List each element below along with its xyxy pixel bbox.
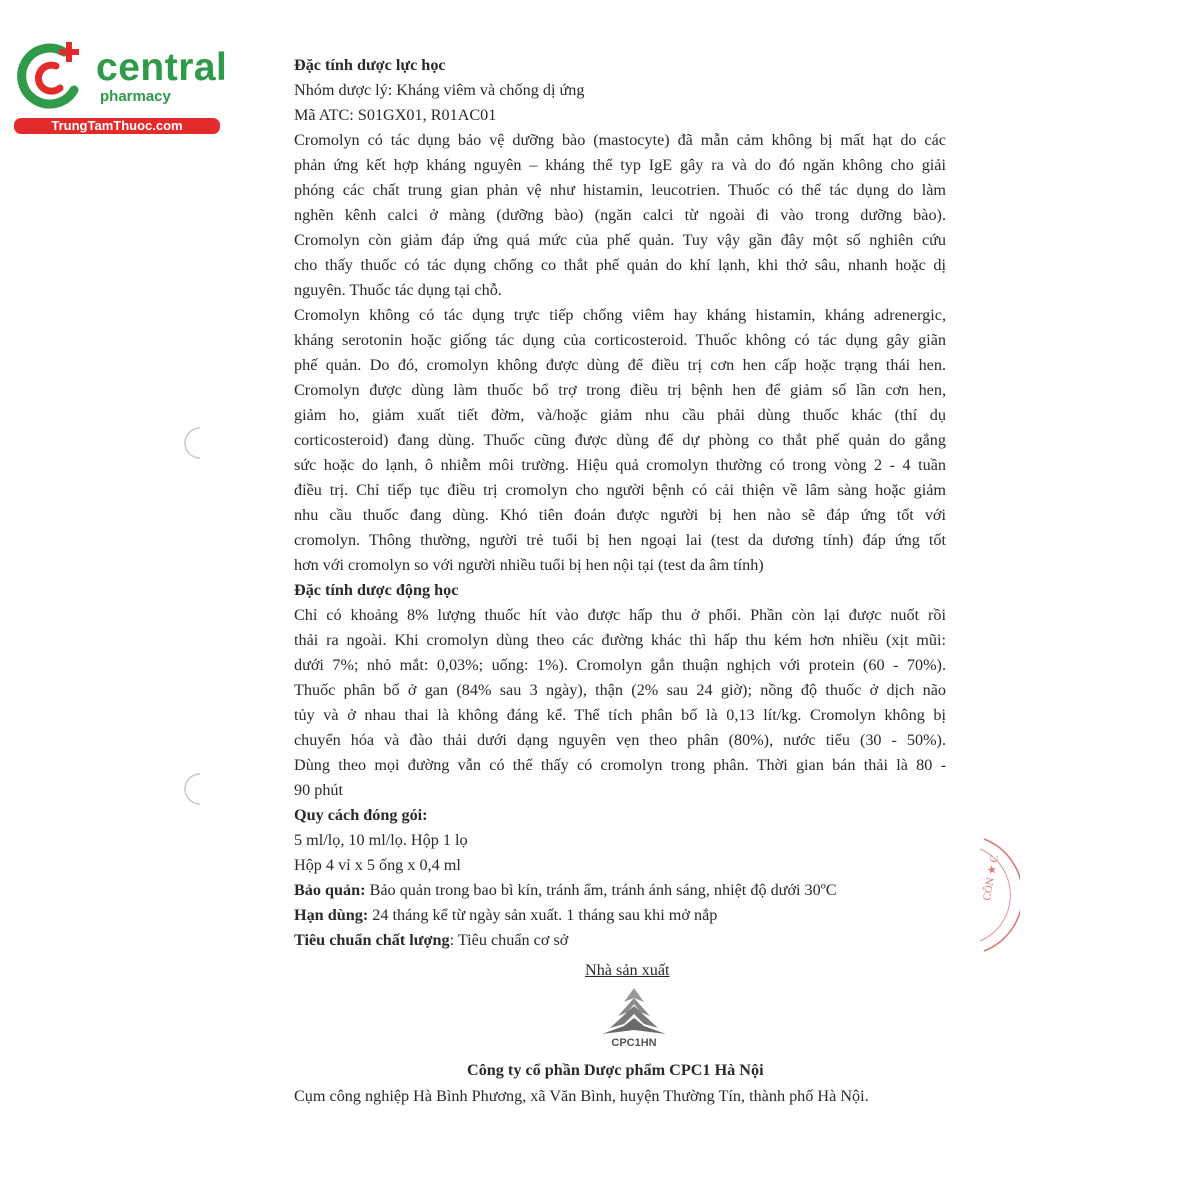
logo-website: TrungTamThuoc.com	[14, 118, 220, 134]
manufacturer-heading: Nhà sản xuất	[585, 961, 670, 979]
company-address: Cụm công nghiệp Hà Bình Phương, xã Văn Bình, huyện Thường Tín, thành phố Hà Nội.	[294, 1087, 869, 1105]
document-lines	[294, 53, 946, 878]
logo-brand-name: central	[96, 46, 228, 89]
text-line: chuyển hóa và đào thải dưới dạng nguyên vẹn theo phân (80%), nước tiểu (30 - 50%).	[294, 731, 946, 749]
text-line: phóng các chất trung gian phản vệ như histamin, leucotrien. Thuốc có thể tác dụng do làm	[294, 181, 946, 199]
field-label: Bảo quản:	[294, 881, 366, 899]
text-line: nguyên. Thuốc tác dụng tại chỗ.	[294, 281, 502, 299]
field-value: : Tiêu chuẩn cơ sở	[449, 931, 569, 949]
text-line: 90 phút	[294, 781, 344, 799]
text-line: sức hoặc do lạnh, ô nhiễm môi trường. Hiệu quả cromolyn thường có trong vòng 2 - 4 tuần	[294, 456, 946, 474]
text-line: thải ra ngoài. Khi cromolyn dùng theo các đường khác thì hấp thu kém hơn nhiều (xịt mũi:	[294, 631, 946, 649]
text-line: Dùng theo mọi đường vẫn có thể thấy có cromolyn trong phân. Thời gian bán thải là 80 -	[294, 756, 946, 774]
text-line: cho thấy thuốc có tác dụng chống co thắt phế quản do khí lạnh, khi thở sâu, nhanh hoặc dị	[294, 256, 946, 274]
field-label: Tiêu chuẩn chất lượng	[294, 931, 450, 949]
text-line: Chỉ có khoảng 8% lượng thuốc hít vào được hấp thu ở phổi. Phần còn lại được nuốt rồi	[294, 606, 946, 624]
field-value: 24 tháng kể từ ngày sản xuất. 1 tháng sau khi mở nắp	[368, 906, 718, 924]
text-line: hơn với cromolyn so với người nhiều tuổi bị hen nội tại (test da âm tính)	[294, 556, 764, 574]
text-line: phế quản. Do đó, cromolyn không được dùng để điều trị cơn hen cấp hoặc trạng thái hen.	[294, 356, 946, 374]
text-line: nghẽn kênh calci ở màng (dưỡng bào) (ngăn calci từ ngoài đi vào trong dưỡng bào).	[294, 206, 946, 224]
text-line: Cromolyn không có tác dụng trực tiếp chống viêm hay kháng histamin, kháng adrenergic,	[294, 306, 946, 324]
text-line: Mã ATC: S01GX01, R01AC01	[294, 106, 497, 124]
section-heading: Đặc tính dược lực học	[294, 56, 446, 74]
text-line: giảm ho, giảm xuất tiết đờm, và/hoặc giảm nhu cầu phải dùng thuốc khác (thí dụ	[294, 406, 946, 424]
text-line: phản ứng kết hợp kháng nguyên – kháng thể typ IgE gây ra và do đó ngăn không cho giải	[294, 156, 946, 174]
text-line: cromolyn. Thông thường, người trẻ tuổi bị hen ngoại lai (test da dương tính) đáp ứng tốt	[294, 531, 946, 549]
text-line: Nhóm dược lý: Kháng viêm và chống dị ứng	[294, 81, 585, 99]
company-name: Công ty cổ phần Dược phẩm CPC1 Hà Nội	[467, 1061, 764, 1079]
labeled-field-storage	[294, 878, 946, 903]
text-line: dưới 7%; nhỏ mắt: 0,03%; uống: 1%). Cromolyn gắn thuận nghịch với protein (60 - 70%).	[294, 656, 946, 674]
pharmacy-ring-icon	[10, 38, 90, 118]
red-stamp-partial	[970, 835, 1020, 955]
text-line: Cromolyn còn giảm đáp ứng quá mức của phế quản. Tuy vậy gần đây một số nghiên cứu	[294, 231, 946, 249]
section-heading: Đặc tính dược động học	[294, 581, 459, 599]
cpc1hn-logo	[598, 986, 670, 1048]
text-line: Cromolyn có tác dụng bảo vệ dưỡng bào (mastocyte) đã mẫn cảm không bị mất hạt do các	[294, 131, 946, 149]
text-line: Hộp 4 vỉ x 5 ống x 0,4 ml	[294, 856, 461, 874]
field-label: Hạn dùng:	[294, 906, 369, 924]
cpc1hn-logo-text: CPC1HN	[611, 1037, 657, 1048]
text-line: Cromolyn được dùng làm thuốc bổ trợ trong điều trị bệnh hen để giảm số lần cơn hen,	[294, 381, 946, 399]
text-line: corticosteroid) đang dùng. Thuốc cũng được dùng để dự phòng co thắt phế quản do gắng	[294, 431, 946, 449]
field-value: Bảo quản trong bao bì kín, tránh ẩm, tránh ánh sáng, nhiệt độ dưới 30ºC	[365, 881, 837, 899]
scan-hole-mark	[184, 426, 204, 460]
scan-hole-mark	[184, 772, 204, 806]
text-line: kháng serotonin hoặc giống tác dụng của corticosteroid. Thuốc không có tác dụng gây giãn	[294, 331, 946, 349]
section-heading: Quy cách đóng gói:	[294, 806, 428, 824]
text-line: 5 ml/lọ, 10 ml/lọ. Hộp 1 lọ	[294, 831, 468, 849]
text-line: nhu cầu thuốc đang dùng. Khó tiên đoán được người bị hen nào sẽ đáp ứng tốt với	[294, 506, 946, 524]
labeled-field-quality-standard	[294, 928, 946, 953]
stamp-text: CÔN ★ C	[981, 854, 1001, 902]
text-line: tủy và ở nhau thai là không đáng kể. Thể tích phân bố là 0,13 lít/kg. Cromolyn không bị	[294, 706, 946, 724]
central-pharmacy-logo	[10, 38, 228, 138]
logo-subtitle: pharmacy	[100, 88, 171, 105]
text-line: điều trị. Chỉ tiếp tục điều trị cromolyn cho người bệnh có cải thiện về lâm sàng hoặc giảm	[294, 481, 946, 499]
document-body	[294, 53, 946, 953]
labeled-field-expiry	[294, 903, 946, 928]
text-line: Thuốc phân bố ở gan (84% sau 3 ngày), thận (2% sau 24 giờ); nồng độ thuốc ở dịch não	[294, 681, 946, 699]
